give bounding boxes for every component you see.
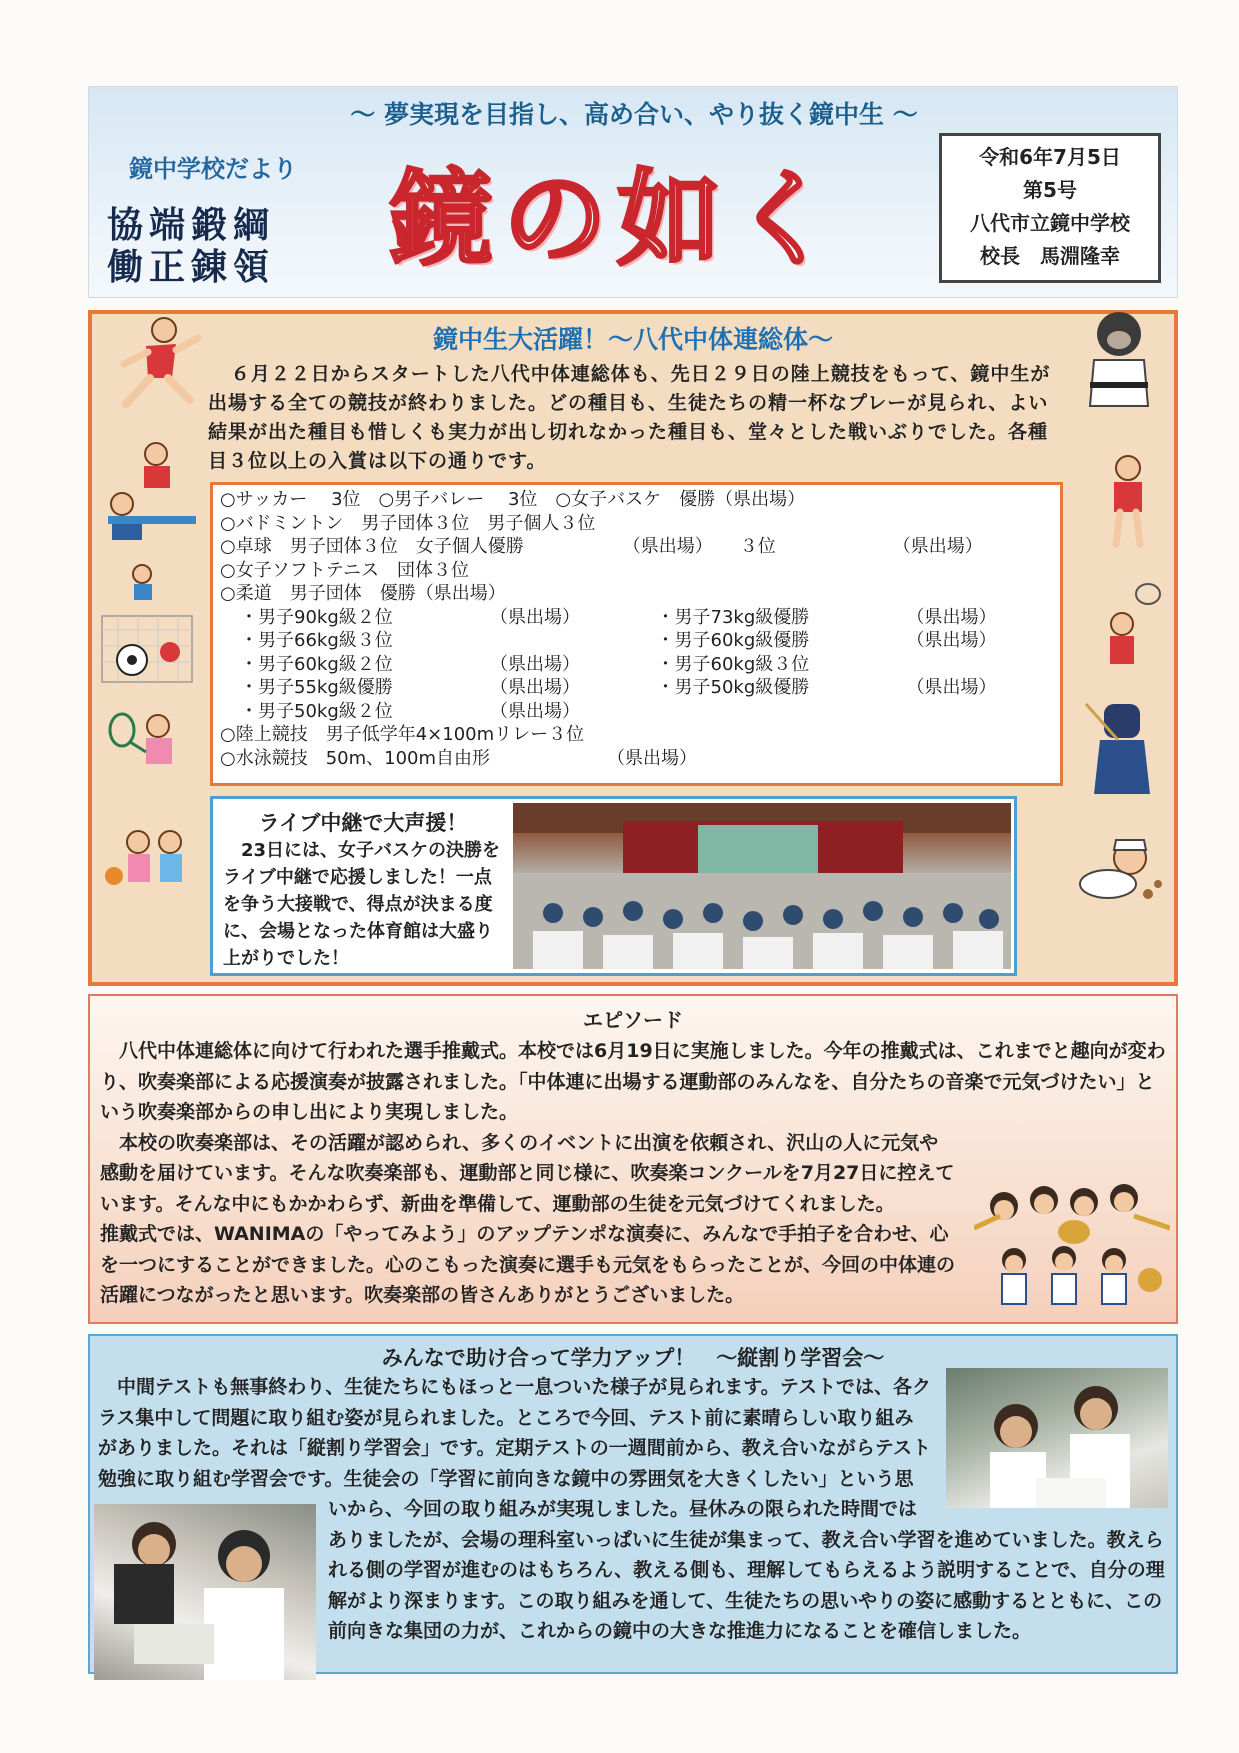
study-text-block (98, 1372, 1168, 1680)
judo-weight-class: ・男子66kg級３位 (240, 630, 393, 651)
judo-status (907, 653, 1047, 677)
baseball-illustration-icon (1068, 814, 1168, 914)
episode-text (100, 1036, 1166, 1311)
issue-date: 令和6年7月5日 (979, 145, 1121, 169)
judo-result-row (220, 700, 637, 724)
study-photo-1 (946, 1368, 1168, 1508)
study-section (88, 1334, 1178, 1674)
judo-weight-class: ・男子60kg級優勝 (656, 630, 810, 651)
judo-result-row (637, 629, 1054, 653)
result-line: ○陸上競技 男子低学年4×100mリレー３位 (220, 724, 585, 745)
judo-weight-class: ・男子60kg級３位 (656, 653, 810, 675)
newsletter-title: 鏡の如く (389, 157, 846, 280)
episode-paragraph-3: 推戴式では、WANIMAの「やってみよう」のアップテンポな演奏に、みんなで手拍子を合わせ、心を一つにすることができました。心のこもった演奏に選手も元気をもらったことが、今回の中体連の活躍につながったと思います。吹奏楽部の皆さんありがとうございました。 (100, 1223, 956, 1306)
result-line: ○水泳競技 50m、100m自由形 （県出場） (220, 747, 698, 769)
kendo-illustration-icon (1078, 694, 1168, 804)
study-paragraph: 中間テストも無事終わり、生徒たちにもほっと一息ついた様子が見られます。テストでは、各クラス集中して問題に取り組む姿が見られました。ところで今回、テスト前に素晴らしい取り組みがありました。それは「縦割り学習会」です。定期テストの一週間前から、教え合いながらテスト勉強に取り組む学習会です。生徒会の「学習に前向きな鏡中の雰囲気を大きくしたい」という思いから、今回の取り組みが実現しました。昼休みの限られた時間ではありましたが、会場の理科室いっぱいに生徒が集まって、教え合い学習を進めていました。教えられる側の学習が進むのはもちろん、教える側も、理解してもらえるよう説明することで、自分の理解がより深まります。この取り組みを通して、生徒たちの思いやりの姿に感動するとともに、この前向きな集団の力が、これからの鏡中の大きな推進力になることを確信しました。 (98, 1376, 1165, 1642)
judo-gorilla-illustration-icon (1074, 306, 1164, 416)
judo-status: （県出場） (490, 653, 580, 675)
episode-section (88, 994, 1178, 1324)
sports-section (88, 310, 1178, 986)
school-motto: ～ 夢実現を目指し、高め合い、やり抜く鏡中生 ～ (350, 100, 918, 129)
judo-results-right (637, 606, 1054, 724)
principles-row-1: 協端鍛綱 (107, 205, 276, 246)
issue-school: 八代市立鏡中学校 (970, 211, 1130, 235)
judo-weight-class: ・男子50kg級２位 (240, 700, 393, 722)
result-line: ○女子ソフトテニス 団体３位 (220, 559, 469, 581)
live-broadcast-box (210, 796, 1017, 976)
result-line: ○バドミントン 男子団体３位 男子個人３位 (220, 512, 596, 534)
sports-intro: ６月２２日からスタートした八代中体連総体も、先日２９日の陸上競技をもって、鏡中生が出場する全ての競技が終わりました。どの種目も、生徒たちの精一杯なプレーが見られ、よい結果が出た種目も惜しくも実力が出し切れなかった種目も、堂々とした戦いぶりでした。各種目３位以上の入賞は以下の通りです。 (208, 363, 1051, 472)
judo-results (220, 606, 1053, 724)
table-tennis-illustration-icon (100, 432, 200, 542)
basketball-illustration-icon (100, 824, 200, 914)
judo-weight-class: ・男子50kg級優勝 (656, 677, 810, 698)
study-photo-2 (94, 1504, 316, 1680)
judo-weight-class: ・男子55kg級優勝 (240, 677, 393, 698)
judo-weight-class: ・男子90kg級２位 (240, 606, 393, 628)
judo-status: （県出場） (906, 606, 997, 628)
students-photo-image-icon (94, 1504, 316, 1680)
result-line: ○卓球 男子団体３位 女子個人優勝 （県出場） ３位 （県出場） (220, 536, 983, 557)
tennis-illustration-icon (100, 700, 200, 810)
students-photo-image-icon (946, 1368, 1168, 1508)
gym-photo-image-icon (513, 803, 1011, 969)
judo-result-row (637, 653, 1054, 677)
judo-status: （県出場） (906, 677, 997, 698)
live-broadcast-text: 23日には、女子バスケの決勝をライブ中継で応援しました！一点を争う大接戦で、得点が決まる度に、会場となった体育館は大盛り上がりでした！ (223, 840, 501, 969)
episode-paragraph-2: 本校の吹奏楽部は、その活躍が認められ、多くのイベントに出演を依頼され、沢山の人に元気や感動を届けています。そんな吹奏楽部も、運動部と同じ様に、吹奏楽コンクールを7月27日に控えています。そんな中にもかかわらず、新曲を準備して、運動部の生徒を元気づけてくれました。 (100, 1131, 955, 1215)
boy-athlete-illustration-icon (1088, 448, 1168, 558)
issue-principal: 校長 馬淵隆幸 (980, 244, 1120, 268)
study-title: みんなで助け合って学力アップ！ ～縦割り学習会～ (381, 1346, 885, 1370)
result-line: ○柔道 男子団体 優勝（県出場） (220, 583, 506, 604)
judo-result-row (637, 676, 1054, 700)
badminton-illustration-icon (1082, 576, 1172, 686)
episode-paragraph-1: 八代中体連総体に向けて行われた選手推戴式。本校では6月19日に実施しました。今年の推戴式は、これまでと趣向が変わり、吹奏楽部による応援演奏が披露されました。「中体連に出場する運動部のみんなを、自分たちの音楽で元気づけたい」という吹奏楽部からの申し出により実現しました。 (100, 1040, 1166, 1123)
school-principles (107, 205, 347, 289)
judo-result-row (220, 653, 637, 677)
judo-weight-class: ・男子73kg級優勝 (656, 606, 810, 628)
issue-info-box (939, 133, 1161, 283)
sports-title: 鏡中生大活躍！～八代中体連総体～ (432, 325, 833, 354)
runner-illustration-icon (106, 308, 206, 418)
live-broadcast-title: ライブ中継で大声援！ (258, 811, 468, 835)
judo-result-row (220, 629, 637, 653)
gym-photo (513, 803, 1011, 969)
judo-result-row (637, 606, 1054, 630)
results-box (210, 482, 1063, 786)
newsletter-label: 鏡中学校だより (129, 155, 297, 183)
judo-status: （県出場） (490, 677, 580, 698)
episode-title: エピソード (583, 1008, 683, 1032)
judo-result-row (220, 606, 637, 630)
issue-number: 第5号 (1023, 178, 1077, 202)
judo-status (490, 629, 630, 653)
judo-weight-class: ・男子60kg級２位 (240, 653, 393, 675)
judo-status: （県出場） (906, 630, 997, 651)
soccer-illustration-icon (98, 560, 198, 690)
judo-status: （県出場） (490, 700, 580, 722)
result-line: ○サッカー 3位 ○男子バレー 3位 ○女子バスケ 優勝（県出場） (220, 489, 806, 510)
judo-results-left (220, 606, 637, 724)
principles-row-2: 働正錬領 (107, 247, 276, 288)
masthead (88, 86, 1178, 298)
judo-status: （県出場） (490, 606, 580, 628)
judo-result-row (220, 676, 637, 700)
